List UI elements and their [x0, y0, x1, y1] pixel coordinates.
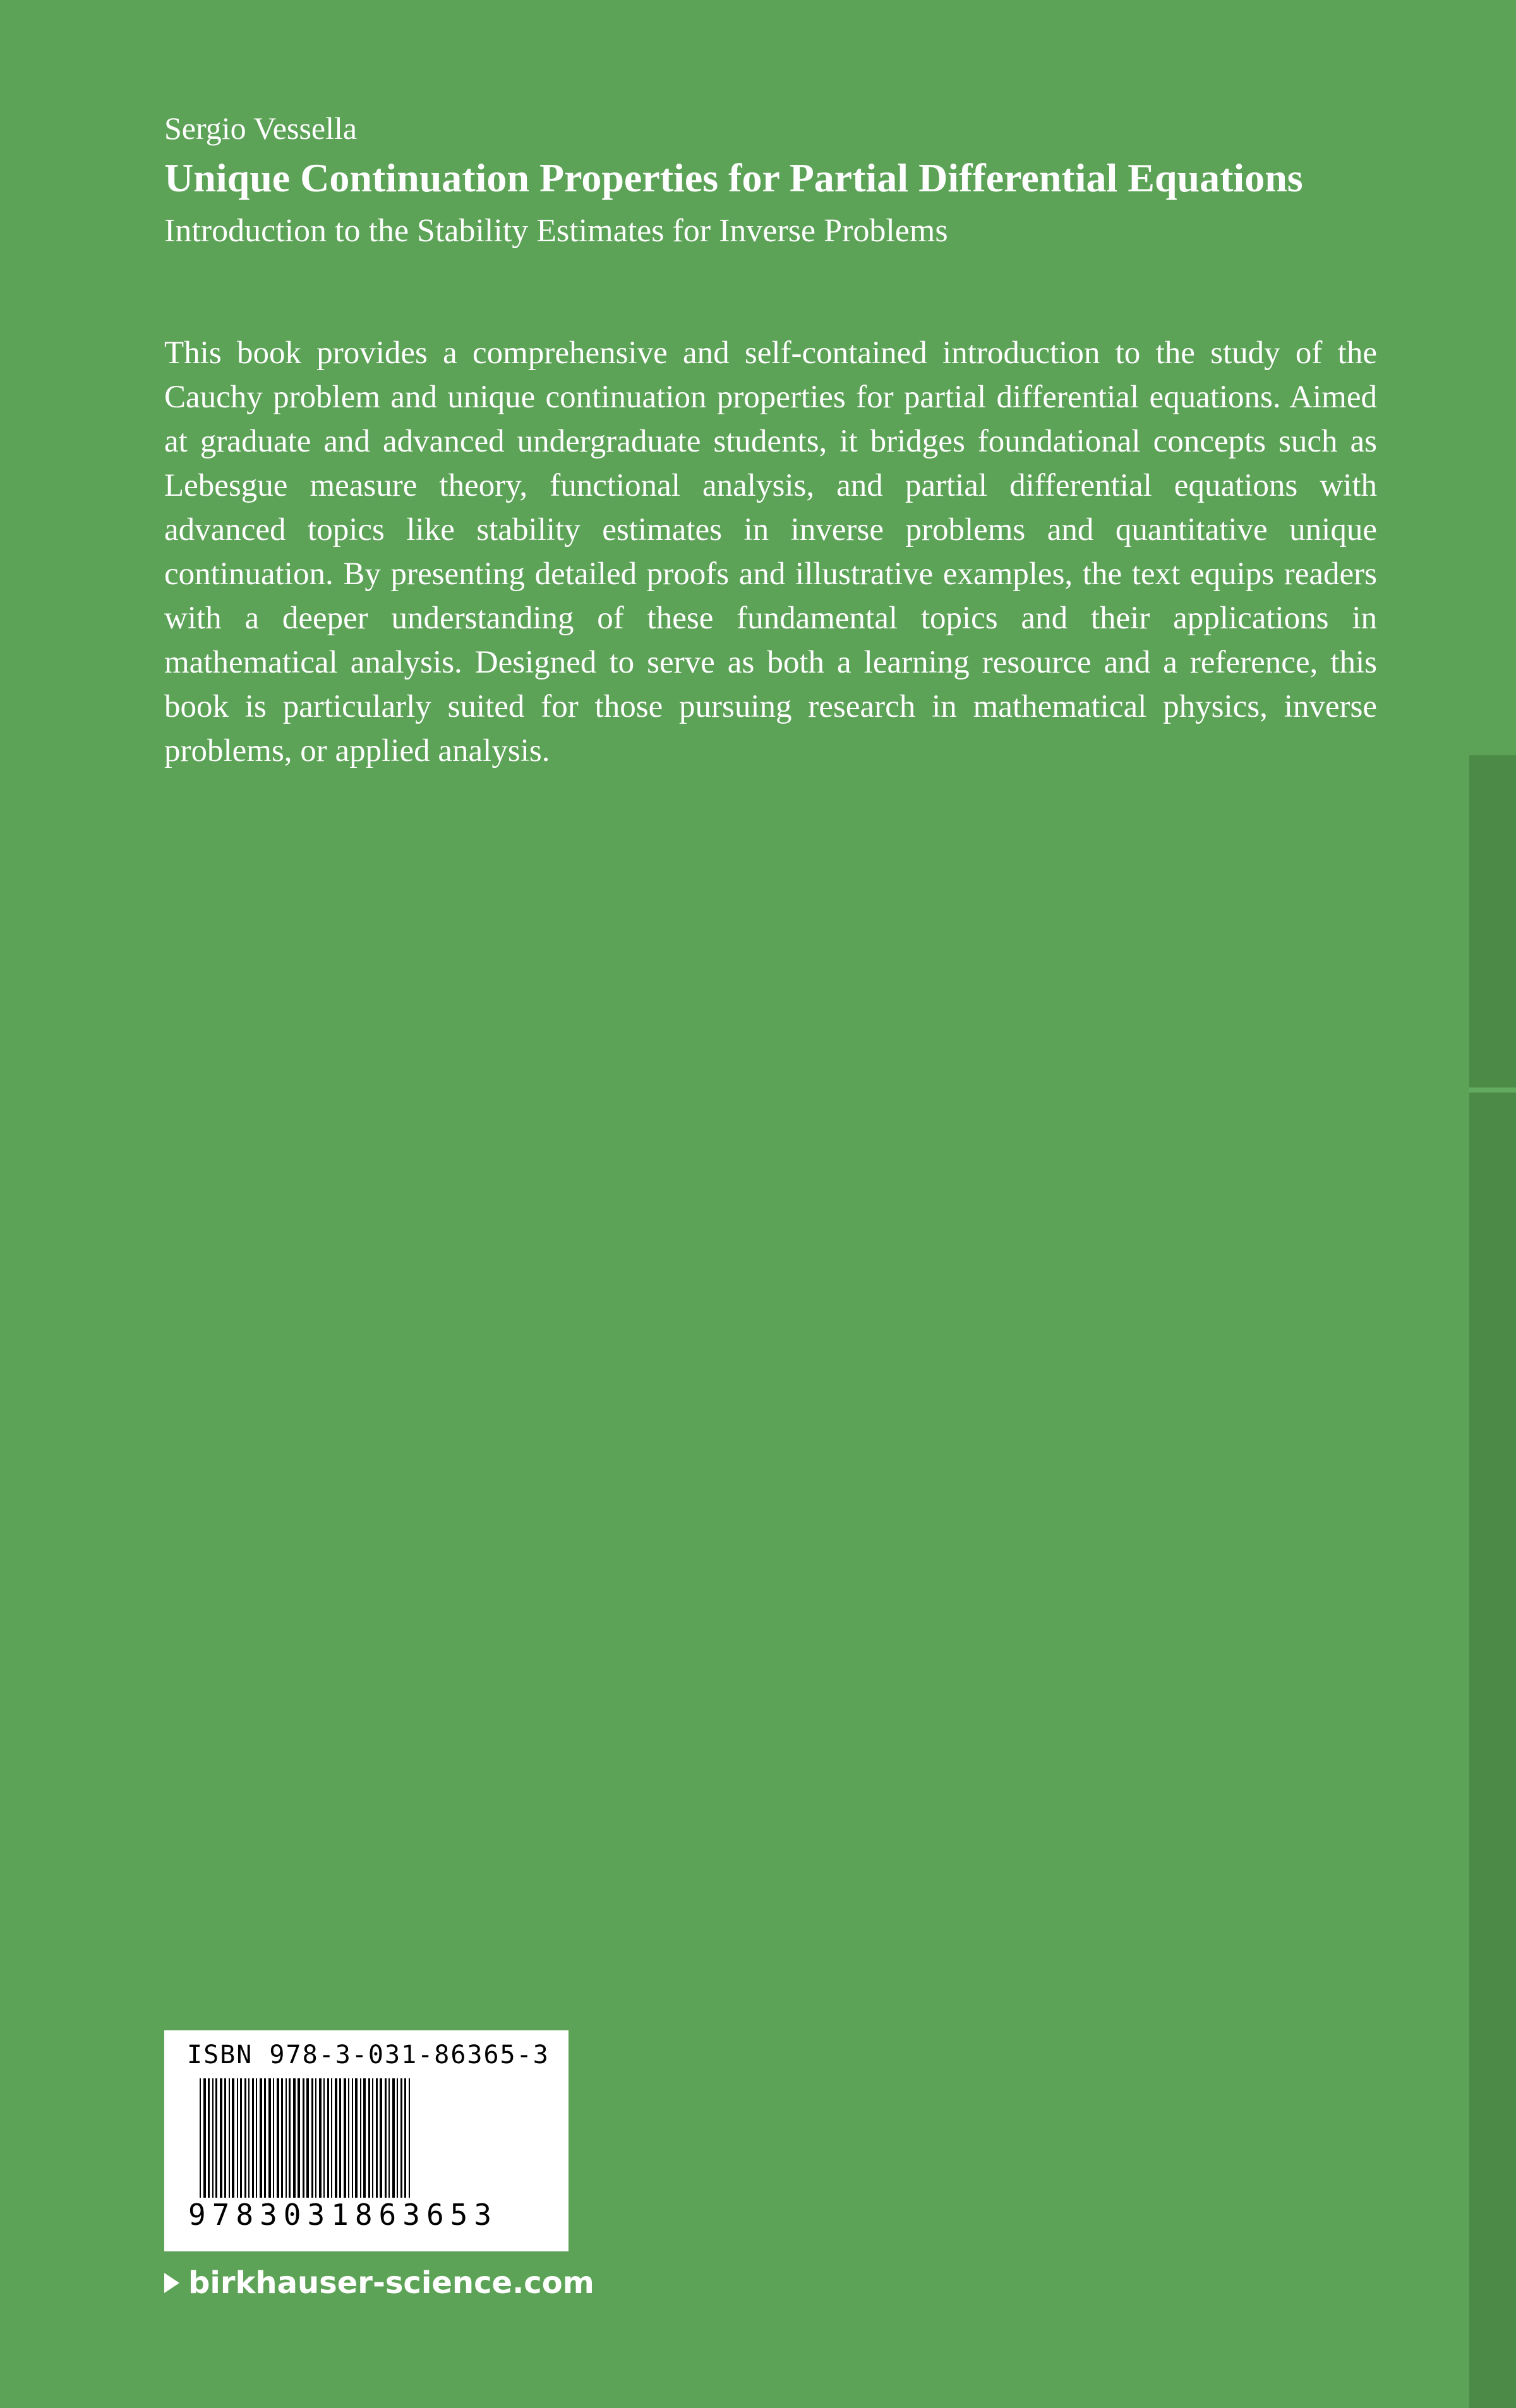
barcode-bar	[293, 2078, 296, 2205]
barcode-bar	[286, 2078, 287, 2205]
barcode-bar	[404, 2078, 406, 2205]
barcode-bar	[252, 2078, 254, 2205]
ean-digits-text: 9783031863653	[188, 2198, 498, 2232]
book-subtitle: Introduction to the Stability Estimates for Inverse Problems	[164, 213, 948, 249]
publisher-website[interactable]	[164, 2264, 594, 2302]
barcode-bar	[289, 2078, 291, 2205]
barcode-bar	[260, 2078, 262, 2205]
barcode-bar	[339, 2078, 341, 2205]
barcode-bar	[360, 2078, 361, 2205]
barcode-bar	[331, 2078, 332, 2205]
barcode-bar	[281, 2078, 283, 2205]
barcode-bar	[256, 2078, 257, 2205]
barcode-bar	[268, 2078, 271, 2205]
barcode-bar	[203, 2078, 206, 2205]
barcode-bar	[200, 2078, 201, 2205]
barcode-bar	[220, 2078, 222, 2205]
barcode-bar	[323, 2078, 325, 2205]
barcode-bar	[237, 2078, 238, 2205]
isbn-label: ISBN 978-3-031-86365-3	[187, 2040, 550, 2070]
isbn-barcode	[164, 2030, 568, 2251]
barcode-bar	[298, 2078, 300, 2205]
barcode-bar	[244, 2078, 246, 2205]
barcode-bar	[315, 2078, 316, 2205]
barcode-bar	[327, 2078, 329, 2205]
barcode-bar	[277, 2078, 279, 2205]
barcode-bar	[372, 2078, 373, 2205]
barcode-bar	[208, 2078, 210, 2205]
barcode-bar	[224, 2078, 226, 2205]
ean-digits	[187, 2198, 541, 2231]
barcode-bar	[380, 2078, 382, 2205]
barcode-bar	[212, 2078, 214, 2205]
book-title: Unique Continuation Properties for Partial Differential Equations	[164, 155, 1303, 200]
barcode-bar	[400, 2078, 402, 2205]
barcode-bar	[335, 2078, 337, 2205]
barcode-bar	[352, 2078, 353, 2205]
barcode-bar	[363, 2078, 366, 2205]
barcode-bar	[232, 2078, 234, 2205]
arrow-right-icon	[164, 2273, 179, 2293]
barcode-bar	[303, 2078, 304, 2205]
barcode-bar	[348, 2078, 349, 2205]
barcode-bar	[264, 2078, 266, 2205]
barcode-bar	[273, 2078, 274, 2205]
barcode-bar	[311, 2078, 313, 2205]
barcode-bar	[240, 2078, 242, 2205]
barcode-bar	[306, 2078, 309, 2205]
barcode-bar	[392, 2078, 395, 2205]
publisher-website-text: birkhauser-science.com	[188, 2265, 594, 2301]
back-cover-content	[164, 109, 1377, 805]
barcode-bar	[215, 2078, 217, 2205]
barcode-bar	[229, 2078, 230, 2205]
spine-divider	[1469, 1087, 1516, 1093]
barcode-bar	[409, 2078, 410, 2205]
barcode-bar	[368, 2078, 370, 2205]
barcode-bar	[355, 2078, 358, 2205]
barcode-bar	[344, 2078, 346, 2205]
spine-edge-strip	[1469, 755, 1516, 2408]
barcode-bar	[385, 2078, 387, 2205]
barcode-bar	[388, 2078, 390, 2205]
barcode-bar	[248, 2078, 250, 2205]
author-name: Sergio Vessella	[164, 111, 358, 146]
barcode-bar	[319, 2078, 322, 2205]
barcode-bar	[376, 2078, 378, 2205]
barcode-bar	[397, 2078, 398, 2205]
book-description: This book provides a comprehensive and self-contained introduction to the study of the Cauchy problem and unique continuation properties for partial differential equations. Aimed at graduate and advanced undergraduate students, it bridges foundational concepts such as Lebesgue measure theory, functional analysis, and partial differential equations with advanced topics like stability estimates in inverse problems and quantitative unique continuation. By presenting detailed proofs and illustrative examples, the text equips readers with a deeper understanding of these fundamental topics and their applications in mathematical analysis. Designed to serve as both a learning resource and a reference, this book is particularly suited for those pursuing research in mathematical physics, inverse problems, or applied analysis.	[164, 335, 1377, 769]
